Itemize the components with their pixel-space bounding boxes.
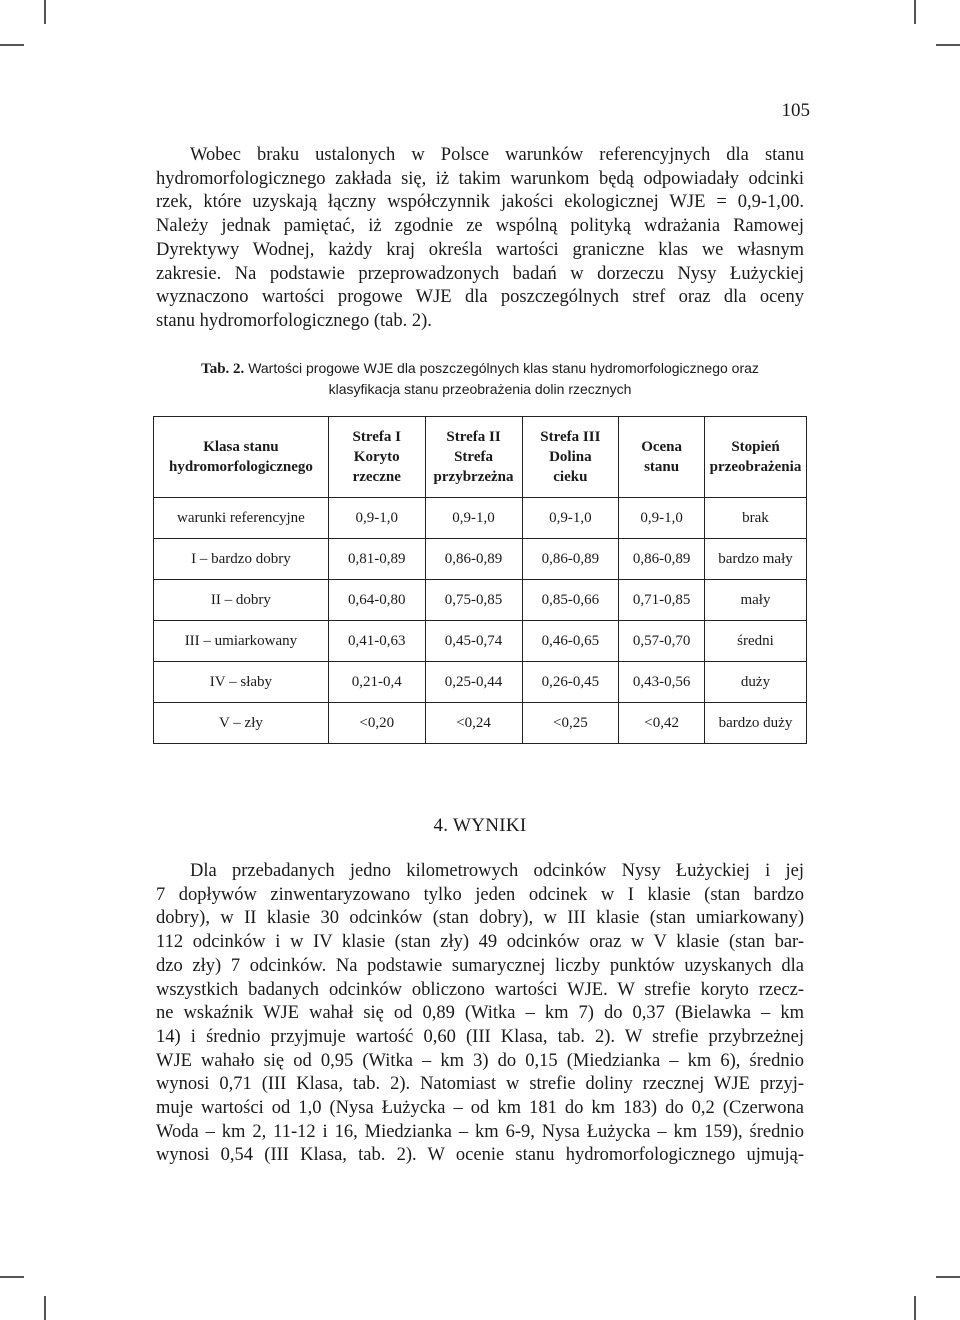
table-row (154, 703, 807, 744)
header-zone-1: Strefa I Koryto rzeczne (328, 417, 425, 498)
table-cell: 0,86-0,89 (425, 539, 522, 580)
table-cell: 0,43-0,56 (619, 662, 705, 703)
table-cell: 0,9-1,0 (328, 498, 425, 539)
text-line: Dla przebadanych jedno kilometrowych odcinków Nysy Łużyckiej i jej (190, 861, 804, 881)
text-line: hydromorfologicznego zakłada się, iż takim warunkom będą odpowiadały odcinki (156, 168, 804, 189)
text-line: wszystkich badanych odcinków obliczono wartości WJE. W strefie koryto rzecz- (156, 979, 804, 1000)
table-cell: 0,41-0,63 (328, 621, 425, 662)
table-cell: 0,9-1,0 (522, 498, 619, 539)
text-line: Należy jednak pamiętać, iż zgodnie ze wspólną polityką wdrażania Ramowej (156, 216, 804, 237)
text-line: 14) i średnio przyjmuje wartość 0,60 (III Klasa, tab. 2). W strefie przybrzeżnej (156, 1026, 804, 1047)
table-cell: V – zły (154, 703, 329, 744)
table-cell: duży (704, 662, 806, 703)
table-row (154, 539, 807, 580)
text-line: dzo zły) 7 odcinków. Na podstawie sumarycznej liczby punktów uzyskanych dla (156, 955, 804, 976)
caption-line: klasyfikacja stanu przeobrażenia dolin rzecznych (328, 381, 632, 397)
table-cell: 0,21-0,4 (328, 662, 425, 703)
text-line: WJE wahało się od 0,95 (Witka – km 3) do 0,15 (Miedzianka – km 6), średnio (156, 1050, 804, 1071)
table-row (154, 662, 807, 703)
text-line: muje wartości od 1,0 (Nysa Łużycka – od km 181 do km 183) do 0,2 (Czerwona (156, 1098, 804, 1119)
table-cell: III – umiarkowany (154, 621, 329, 662)
text-line: 112 odcinków i w IV klasie (stan zły) 49 odcinków oraz w V klasie (stan bar- (156, 932, 804, 953)
table-cell: średni (704, 621, 806, 662)
table-cell: 0,57-0,70 (619, 621, 705, 662)
header-class: Klasa stanu hydromorfologicznego (154, 417, 329, 498)
text-line: Woda – km 2, 11-12 i 16, Miedzianka – km 6-9, Nysa Łużycka – km 159), średnio (156, 1121, 804, 1142)
text-line: dobry), w II klasie 30 odcinków (stan dobry), w III klasie (stan umiarkowany) (156, 908, 804, 929)
table-cell: IV – słaby (154, 662, 329, 703)
text-line: rzek, które uzyskają łączny współczynnik jakości ekologicznej WJE = 0,9-1,00. (156, 192, 804, 213)
text-line: ne wskaźnik WJE wahał się od 0,89 (Witka – km 7) do 0,37 (Bielawka – km (156, 1003, 804, 1024)
table-cell: 0,71-0,85 (619, 580, 705, 621)
wje-threshold-table (153, 416, 807, 744)
table-cell: 0,85-0,66 (522, 580, 619, 621)
table-cell: 0,9-1,0 (425, 498, 522, 539)
table-cell: 0,75-0,85 (425, 580, 522, 621)
table-cell: <0,20 (328, 703, 425, 744)
crop-mark (936, 1276, 960, 1278)
section-heading: 4. WYNIKI (433, 815, 527, 836)
table-cell: <0,42 (619, 703, 705, 744)
table-cell: 0,86-0,89 (522, 539, 619, 580)
table-cell: 0,81-0,89 (328, 539, 425, 580)
header-transformation: Stopień przeobrażenia (704, 417, 806, 498)
table-cell: 0,26-0,45 (522, 662, 619, 703)
table-cell: 0,25-0,44 (425, 662, 522, 703)
table-row (154, 580, 807, 621)
text-line: Wobec braku ustalonych w Polsce warunków referencyjnych dla stanu (190, 145, 804, 165)
table-cell: II – dobry (154, 580, 329, 621)
table-cell: bardzo duży (704, 703, 806, 744)
table-cell: brak (704, 498, 806, 539)
table-cell: 0,86-0,89 (619, 539, 705, 580)
table-cell: warunki referencyjne (154, 498, 329, 539)
text-line: zakresie. Na podstawie przeprowadzonych badań w dorzeczu Nysy Łużyckiej (156, 263, 804, 284)
table-cell: 0,45-0,74 (425, 621, 522, 662)
table-cell: 0,46-0,65 (522, 621, 619, 662)
page-number: 105 (781, 100, 810, 121)
text-line: wyznaczono wartości progowe WJE dla poszczególnych stref oraz dla oceny (156, 287, 804, 308)
table-caption (156, 358, 804, 399)
crop-mark (936, 44, 960, 46)
table-cell: bardzo mały (704, 539, 806, 580)
text-line: wynosi 0,71 (III Klasa, tab. 2). Natomiast w strefie doliny rzecznej WJE przyj- (156, 1074, 804, 1095)
caption-line (156, 358, 804, 379)
crop-mark (44, 1296, 46, 1320)
table-cell: 0,64-0,80 (328, 580, 425, 621)
header-rating: Ocena stanu (619, 417, 705, 498)
table-row (154, 498, 807, 539)
table-cell: mały (704, 580, 806, 621)
caption-label: Tab. 2. (201, 361, 245, 377)
table-row (154, 621, 807, 662)
table-header-row (154, 417, 807, 498)
results-paragraph (156, 860, 804, 1168)
header-zone-3: Strefa III Dolina cieku (522, 417, 619, 498)
crop-mark (914, 0, 916, 24)
header-zone-2: Strefa II Strefa przybrzeżna (425, 417, 522, 498)
text-line: stanu hydromorfologicznego (tab. 2). (156, 310, 432, 331)
text-line: wynosi 0,54 (III Klasa, tab. 2). W ocenie stanu hydromorfologicznego ujmują- (156, 1145, 804, 1166)
table-cell: <0,25 (522, 703, 619, 744)
table-cell: 0,9-1,0 (619, 498, 705, 539)
text-line: Dyrektywy Wodnej, każdy kraj określa wartości graniczne klas we własnym (156, 239, 804, 260)
crop-mark (0, 44, 24, 46)
crop-mark (914, 1296, 916, 1320)
intro-paragraph (156, 144, 804, 334)
text-line: 7 dopływów zinwentaryzowano tylko jeden odcinek w I klasie (stan bardzo (156, 884, 804, 905)
crop-mark (0, 1276, 24, 1278)
caption-text: Wartości progowe WJE dla poszczególnych klas stanu hydromorfologicznego oraz (248, 360, 759, 376)
table-cell: <0,24 (425, 703, 522, 744)
table-cell: I – bardzo dobry (154, 539, 329, 580)
crop-mark (44, 0, 46, 24)
